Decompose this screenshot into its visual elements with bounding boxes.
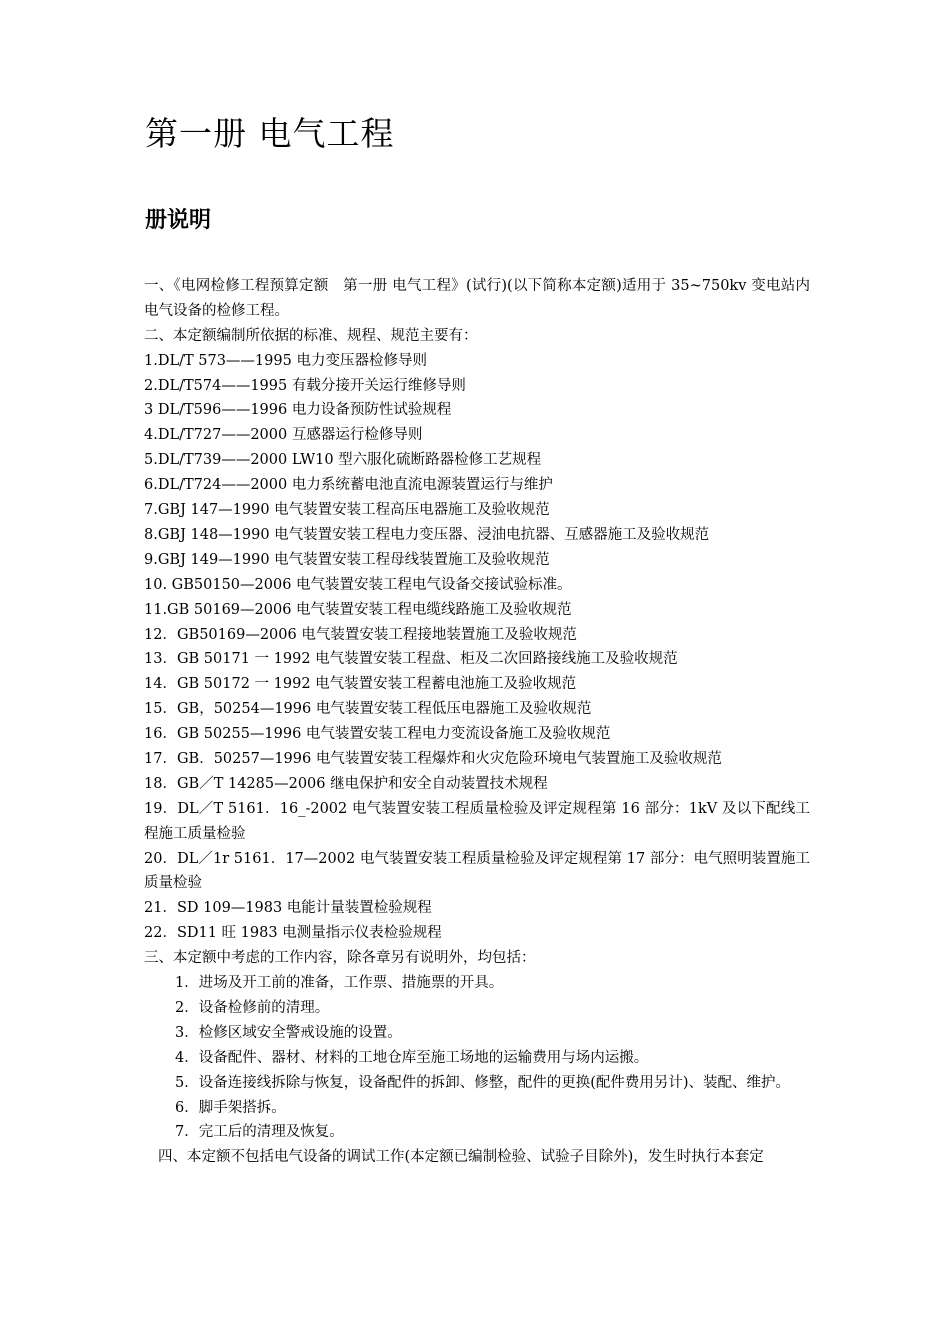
standard-item: 14．GB 50172 一 1992 电气装置安装工程蓄电池施工及验收规范 xyxy=(144,676,577,693)
document-body xyxy=(144,274,810,1170)
standard-item: 6.DL/T724——2000 电力系统蓄电池直流电源装置运行与维护 xyxy=(144,477,553,494)
standard-item: 1.DL/T 573——1995 电力变压器检修导则 xyxy=(144,352,427,369)
standard-item: 20．DL／1r 5161．17—2002 电气装置安装工程质量检验及评定规程第 17 部分：电气照明装置施工质量检验 xyxy=(144,850,810,892)
standard-item: 4.DL/T727——2000 互感器运行检修导则 xyxy=(144,427,423,444)
paragraph-2: 二、本定额编制所依据的标准、规程、规范主要有： xyxy=(144,327,478,344)
standard-item: 9.GBJ 149—1990 电气装置安装工程母线装置施工及验收规范 xyxy=(144,551,550,568)
section-heading: 册说明 xyxy=(145,207,212,233)
standard-item: 5.DL/T739——2000 LW10 型六服化硫断路器检修工艺规程 xyxy=(144,452,542,469)
standard-item: 10. GB50150—2006 电气装置安装工程电气设备交接试验标准。 xyxy=(144,576,572,593)
standard-item: 12．GB50169—2006 电气装置安装工程接地装置施工及验收规范 xyxy=(144,626,577,643)
paragraph-1: 一、《电网检修工程预算定额 第一册 电气工程》(试行)(以下简称本定额)适用于 35~750kv 变电站内电气设备的检修工程。 xyxy=(144,278,810,319)
standard-item: 2.DL/T574——1995 有载分接开关运行维修导则 xyxy=(144,377,466,394)
standard-item: 16．GB 50255—1996 电气装置安装工程电力变流设备施工及验收规范 xyxy=(144,726,611,743)
work-item: 3．检修区域安全警戒设施的设置。 xyxy=(175,1024,402,1041)
work-item: 2．设备检修前的清理。 xyxy=(175,999,330,1016)
document-title: 第一册 电气工程 xyxy=(145,114,395,153)
standard-item: 8.GBJ 148—1990 电气装置安装工程电力变压器、浸油电抗器、互感器施工及验收规范 xyxy=(144,526,710,543)
work-item: 4．设备配件、器材、材料的工地仓库至施工场地的运输费用与场内运搬。 xyxy=(175,1049,649,1066)
standard-item: 22．SD11 旺 1983 电测量指示仪表检验规程 xyxy=(144,925,442,942)
standard-item: 15．GB，50254—1996 电气装置安装工程低压电器施工及验收规范 xyxy=(144,701,592,718)
standard-item: 19．DL／T 5161．16_-2002 电气装置安装工程质量检验及评定规程第 16 部分：1kV 及以下配线工程施工质量检验 xyxy=(144,800,810,842)
standard-item: 13．GB 50171 一 1992 电气装置安装工程盘、柜及二次回路接线施工及验收规范 xyxy=(144,651,678,668)
work-item: 5．设备连接线拆除与恢复，设备配件的拆卸、修整，配件的更换(配件费用另计)、装配、维护。 xyxy=(175,1074,791,1091)
standard-item: 3 DL/T596——1996 电力设备预防性试验规程 xyxy=(144,402,452,419)
standard-item: 11.GB 50169—2006 电气装置安装工程电缆线路施工及验收规范 xyxy=(144,601,572,618)
paragraph-3: 三、本定额中考虑的工作内容，除各章另有说明外，均包括： xyxy=(144,950,536,967)
standard-item: 18．GB／T 14285—2006 继电保护和安全自动装置技术规程 xyxy=(144,775,548,792)
standard-item: 21．SD 109—1983 电能计量装置检验规程 xyxy=(144,900,432,917)
standard-item: 7.GBJ 147—1990 电气装置安装工程高压电器施工及验收规范 xyxy=(144,502,550,519)
work-item: 1．进场及开工前的准备，工作票、措施票的开具。 xyxy=(175,975,504,992)
work-item: 7．完工后的清理及恢复。 xyxy=(175,1124,344,1141)
standard-item: 17．GB．50257—1996 电气装置安装工程爆炸和火灾危险环境电气装置施工及验收规范 xyxy=(144,750,722,767)
paragraph-4: 四、本定额不包括电气设备的调试工作(本定额已编制检验、试验子目除外)，发生时执行本套定 xyxy=(158,1149,764,1166)
work-item: 6．脚手架搭拆。 xyxy=(175,1099,286,1116)
